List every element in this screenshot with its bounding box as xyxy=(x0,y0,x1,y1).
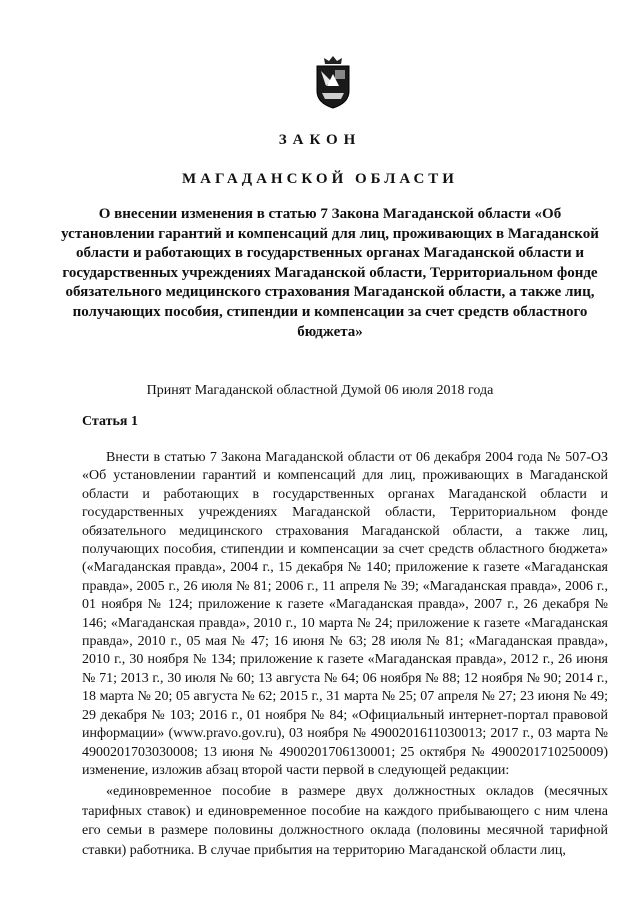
article-title: Статья 1 xyxy=(82,414,138,429)
law-heading: О внесении изменения в статью 7 Закона Магаданской области «Об установлении гарантий и компенсаций для лиц, проживающих в Магаданской области и работающих в государственных органах Магаданской области и государственных учреждениях Магаданской области, Территориальном фонде обязательного медицинского страхования Магаданской области, а также лиц, получающих пособия, стипендии и компенсации за счет средств областного бюджета» xyxy=(61,206,599,340)
coat-of-arms-icon xyxy=(313,55,353,109)
region-title: МАГАДАНСКОЙ ОБЛАСТИ xyxy=(182,171,458,187)
article-paragraph: Внести в статью 7 Закона Магаданской области от 06 декабря 2004 года № 507-ОЗ «Об установлении гарантий и компенсаций для лиц, проживающих в Магаданской области и работающих в государственных органах Магаданской области и государственных учреждениях Магаданской области, Территориальном фонде обязательного медицинского страхования Магаданской области, а также лиц, получающих пособия, стипендии и компенсации за счет средств областного бюджета» («Магаданская правда», 2004 г., 15 декабря № 140; приложение к газете «Магаданская правда», 2005 г., 26 июля № 81; 2006 г., 11 апреля № 39; «Магаданская правда», 2006 г., 01 ноября № 124; приложение к газете «Магаданская правда», 2007 г., 26 декабря № 146; «Магаданская правда», 2010 г., 10 марта № 24; приложение к газете «Магаданская правда», 2010 г., 05 мая № 47; 16 июня № 63; 28 июля № 81; «Магаданская правда», 2010 г., 30 ноября № 134; приложение к газете «Магаданская правда», 2012 г., 26 июня № 71; 2013 г., 30 июля № 60; 13 августа № 64; 06 ноября № 88; 12 ноября № 90; 2014 г., 18 марта № 20; 05 августа № 62; 2015 г., 31 марта № 25; 07 апреля № 27; 23 июня № 49; 29 декабря № 103; 2016 г., 01 ноября № 84; «Официальный интернет-портал правовой информации» (www.pravo.gov.ru), 03 ноября № 4900201611030013; 2017 г., 03 марта № 4900201703030008; 13 июня № 4900201706130001; 25 октября № 4900201710250009) изменение, изложив абзац второй части первой в следующей редакции: xyxy=(82,450,608,778)
adoption-line: Принят Магаданской областной Думой 06 июля 2018 года xyxy=(146,383,494,398)
quoted-paragraph: «единовременное пособие в размере двух должностных окладов (месячных тарифных ставок) и единовременное пособие на каждого прибывающего с ним члена его семьи в размере половины должностного оклада (половины месячной тарифной ставки) работника. В случае прибытия на территорию Магаданской области лиц, xyxy=(82,784,608,858)
law-title: ЗАКОН xyxy=(278,132,362,148)
